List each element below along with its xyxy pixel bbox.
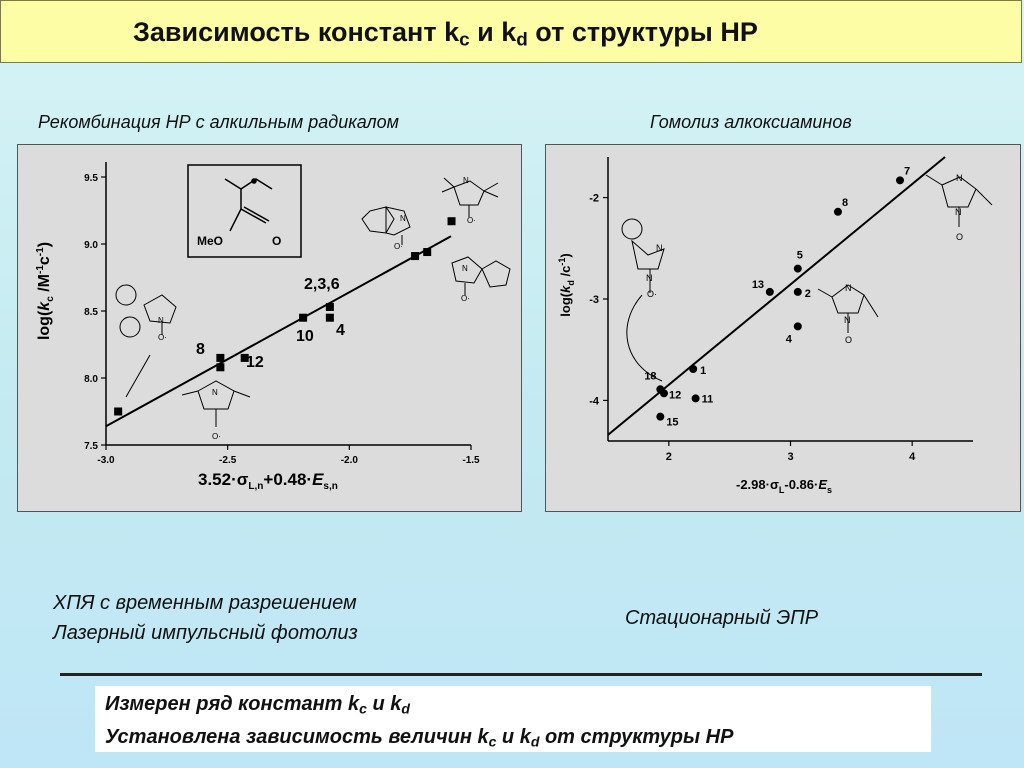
right-data-point	[689, 365, 697, 373]
right-y-tick-label: -3	[589, 294, 599, 306]
right-n-label-3b: N	[844, 315, 851, 325]
right-data-point	[794, 322, 802, 330]
left-data-point	[423, 248, 431, 256]
right-point-label: 11	[701, 393, 714, 406]
right-point-label: 15	[666, 416, 679, 429]
nitroxide-structure-1	[442, 178, 498, 217]
right-data-point	[766, 288, 774, 296]
o-label-2: O·	[394, 242, 403, 251]
right-fit-line	[608, 157, 945, 435]
o-label-1: O·	[467, 216, 476, 225]
right-point-label: 1	[700, 364, 707, 377]
n-label-1: N	[463, 176, 469, 185]
left-x-tick-label: -1.5	[462, 455, 480, 466]
left-data-point	[299, 314, 307, 322]
right-data-point	[656, 413, 664, 421]
n-label-4: N	[158, 316, 164, 325]
left-subtitle: Рекомбинация НР с алкильным радикалом	[38, 112, 400, 132]
right-data-point	[692, 394, 700, 402]
right-data-point	[794, 265, 802, 273]
right-point-label: 8	[841, 196, 849, 209]
right-x-tick-label: 4	[909, 451, 916, 463]
left-y-label: $\log(k_c$ $/M^{-1}c^{-1}$)	[35, 241, 56, 341]
left-data-point	[411, 252, 419, 260]
nitroxide-structure-2	[362, 207, 410, 245]
nitroxide-structure-3	[452, 257, 510, 295]
right-n-label-1b: N	[646, 273, 653, 283]
right-y-label: $\log(k_d$ $/c^{-1}$)	[557, 253, 576, 317]
method-epr: Стационарный ЭПР	[625, 607, 819, 629]
right-data-point	[660, 389, 668, 397]
right-y-tick-label: -4	[589, 395, 599, 408]
right-point-label: 18	[644, 370, 657, 383]
left-label-4: 4	[336, 322, 345, 339]
right-n-label-3: N	[845, 283, 852, 293]
n-label-2: N	[400, 214, 406, 223]
left-data-point	[448, 217, 456, 225]
right-chart	[546, 145, 1022, 513]
left-y-tick-label: 9.5	[84, 173, 98, 184]
right-chart-panel	[545, 144, 1021, 512]
left-data-point	[114, 408, 122, 416]
right-n-label-2b: N	[955, 207, 962, 217]
title-bar	[0, 0, 1022, 63]
divider-line	[60, 673, 982, 676]
left-label-12: 12	[246, 354, 264, 371]
left-label-10: 10	[296, 328, 314, 345]
right-o-label-2: O	[956, 232, 964, 242]
o-label-4: O·	[158, 333, 167, 342]
left-data-point	[326, 314, 334, 322]
left-data-point	[326, 303, 334, 311]
left-x-tick-label: -2.0	[340, 455, 358, 466]
left-y-tick-label: 8.0	[84, 374, 98, 385]
method-cidnp: ХПЯ с временным разрешением	[53, 592, 357, 614]
right-subtitle: Гомолиз алкоксиаминов	[650, 112, 852, 132]
right-o-label-3: O	[845, 335, 853, 345]
right-y-tick-label: -2	[589, 192, 599, 205]
left-y-tick-label: 8.5	[84, 307, 98, 318]
right-point-label: 4	[785, 333, 792, 346]
left-x-label: $3.52\cdot\sigma_{L,n}+0.48\cdot E_{s,n}$	[198, 470, 338, 492]
right-n-label-1: N	[656, 243, 663, 253]
right-point-label: 13	[751, 278, 765, 291]
right-x-label: $-2.98\cdot\sigma_L-0.86\cdot E_s$	[736, 477, 833, 495]
carbonyl-o-label: O	[272, 234, 282, 248]
left-x-tick-label: -3.0	[97, 455, 115, 466]
right-point-label: 5	[796, 249, 803, 262]
left-label-236: 2,3,6	[304, 276, 340, 293]
left-fit-line	[106, 236, 451, 426]
nitroxide-structure-4	[116, 285, 176, 397]
right-data-point	[794, 288, 802, 296]
right-o-label-1: O·	[647, 289, 657, 299]
left-y-tick-label: 9.0	[84, 240, 98, 251]
right-data-point	[896, 176, 904, 184]
right-x-tick-label: 3	[787, 451, 794, 463]
conclusion-line-2: Установлена зависимость величин $k_c$ и $k_d$ от структуры НР	[105, 725, 734, 749]
conclusion-box	[95, 686, 931, 752]
right-marks	[608, 157, 945, 435]
n-label-5: N	[212, 388, 218, 397]
left-ticks	[84, 173, 480, 466]
method-laser-photolysis: Лазерный импульсный фотолиз	[53, 622, 358, 644]
right-ticks	[589, 193, 916, 463]
left-y-tick-label: 7.5	[84, 441, 98, 452]
left-data-point	[216, 354, 224, 362]
left-label-8: 8	[196, 341, 205, 358]
right-x-tick-label: 2	[665, 451, 672, 463]
left-chart	[18, 145, 523, 513]
left-data-point	[216, 363, 224, 371]
left-chart-panel	[17, 144, 522, 512]
right-n-label-2: N	[956, 173, 963, 183]
right-point-label: 2	[804, 287, 811, 300]
slide-title: Зависимость констант $k_c$ и $k_d$ от структуры НР	[133, 17, 758, 51]
right-point-label: 7	[904, 165, 911, 178]
right-point-label: 12	[668, 389, 682, 402]
conclusion-line-1: Измерен ряд констант $k_c$ и $k_d$	[105, 693, 410, 717]
o-label-3: O·	[461, 294, 470, 303]
left-x-tick-label: -2.5	[219, 455, 237, 466]
o-label-5: O·	[212, 432, 221, 441]
right-data-point	[834, 208, 842, 216]
meo-label: MeO	[197, 234, 224, 248]
alkyl-radical-structure	[225, 179, 272, 231]
n-label-3: N	[462, 264, 468, 273]
